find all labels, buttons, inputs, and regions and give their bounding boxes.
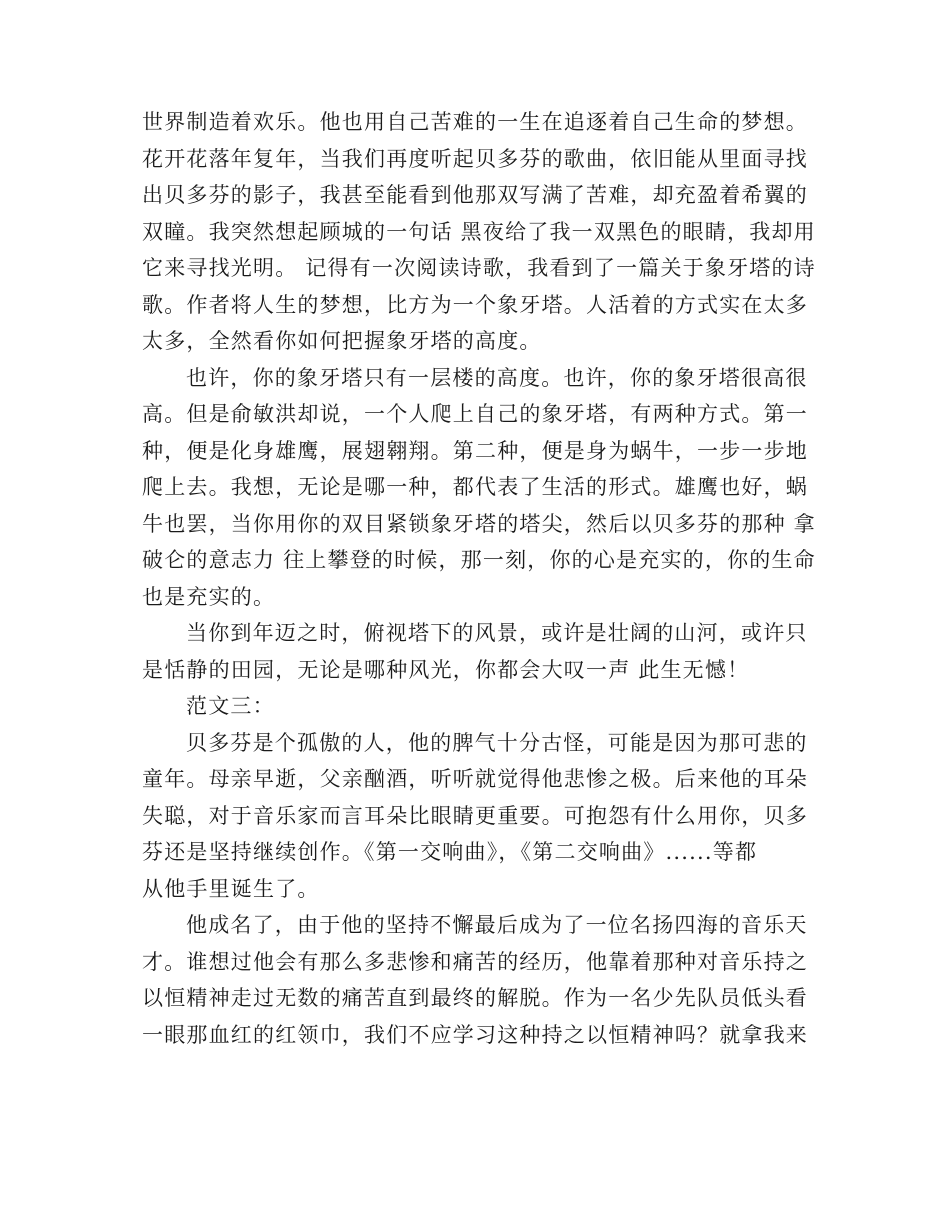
text-line: 贝多芬是个孤傲的人，他的脾气十分古怪，可能是因为那可悲的: [186, 730, 808, 755]
text-line: 一眼那血红的红领巾，我们不应学习这种持之以恒精神吗？就拿我来: [142, 1022, 808, 1047]
text-line: 世界制造着欢乐。他也用自己苦难的一生在追逐着自己生命的梦想。: [142, 110, 808, 134]
text-line: 牛也罢，当你用你的双目紧锁象牙塔的塔尖，然后以贝多芬的那种 拿: [142, 511, 816, 536]
text-line: 芬还是坚持继续创作。《第一交响曲》，《第二交响曲》......等都: [142, 840, 758, 864]
text-line: 歌。作者将人生的梦想，比方为一个象牙塔。人活着的方式实在太多: [142, 292, 808, 317]
text-line: 花开花落年复年，当我们再度听起贝多芬的歌曲，依旧能从里面寻找: [142, 146, 808, 171]
text-line: 也是充实的。: [142, 584, 276, 609]
text-line: 爬上去。我想，无论是哪一种，都代表了生活的形式。雄鹰也好，蜗: [142, 475, 808, 499]
text-line: 破仑的意志力 往上攀登的时候，那一刻，你的心是充实的，你的生命: [142, 548, 816, 572]
text-line: 才。谁想过他会有那么多悲惨和痛苦的经历，他靠着那种对音乐持之: [142, 949, 808, 974]
text-line: 童年。母亲早逝，父亲酗酒，听听就觉得他悲惨之极。后来他的耳朵: [142, 767, 808, 791]
paragraph-6: [142, 907, 810, 1053]
text-line: 失聪，对于音乐家而言耳朵比眼睛更重要。可抱怨有什么用你，贝多: [142, 803, 808, 828]
text-line: 从他手里诞生了。: [142, 876, 320, 901]
section-heading: [142, 688, 810, 725]
paragraph-1: [142, 104, 816, 360]
text-line: 它来寻找光明。 记得有一次阅读诗歌，我看到了一篇关于象牙塔的诗: [142, 256, 816, 280]
paragraph-2: [142, 360, 816, 616]
text-line: 双瞳。我突然想起顾城的一句话 黑夜给了我一双黑色的眼睛，我却用: [142, 219, 816, 244]
body-text: [142, 104, 816, 1053]
text-line: 以恒精神走过无数的痛苦直到最终的解脱。作为一名少先队员低头看: [142, 986, 808, 1010]
text-line: 他成名了，由于他的坚持不懈最后成为了一位名扬四海的音乐天: [186, 913, 808, 937]
text-line: 当你到年迈之时，俯视塔下的风景，或许是壮阔的山河，或许只: [186, 621, 808, 645]
text-line: 高。但是俞敏洪却说，一个人爬上自己的象牙塔，有两种方式。第一: [142, 402, 808, 426]
text-line: 太多，全然看你如何把握象牙塔的高度。: [142, 329, 542, 353]
text-line: 是恬静的田园，无论是哪种风光，你都会大叹一声 此生无憾！: [142, 657, 750, 682]
heading-line: 范文三：: [186, 694, 275, 718]
text-line: 也许，你的象牙塔只有一层楼的高度。也许，你的象牙塔很高很: [186, 365, 808, 390]
paragraph-3: [142, 615, 810, 688]
text-line: 种，便是化身雄鹰，展翅翱翔。第二种，便是身为蜗牛，一步一步地: [142, 438, 808, 463]
text-line: 出贝多芬的影子，我甚至能看到他那双写满了苦难，却充盈着希翼的: [142, 183, 808, 207]
paragraph-5: [142, 725, 810, 908]
